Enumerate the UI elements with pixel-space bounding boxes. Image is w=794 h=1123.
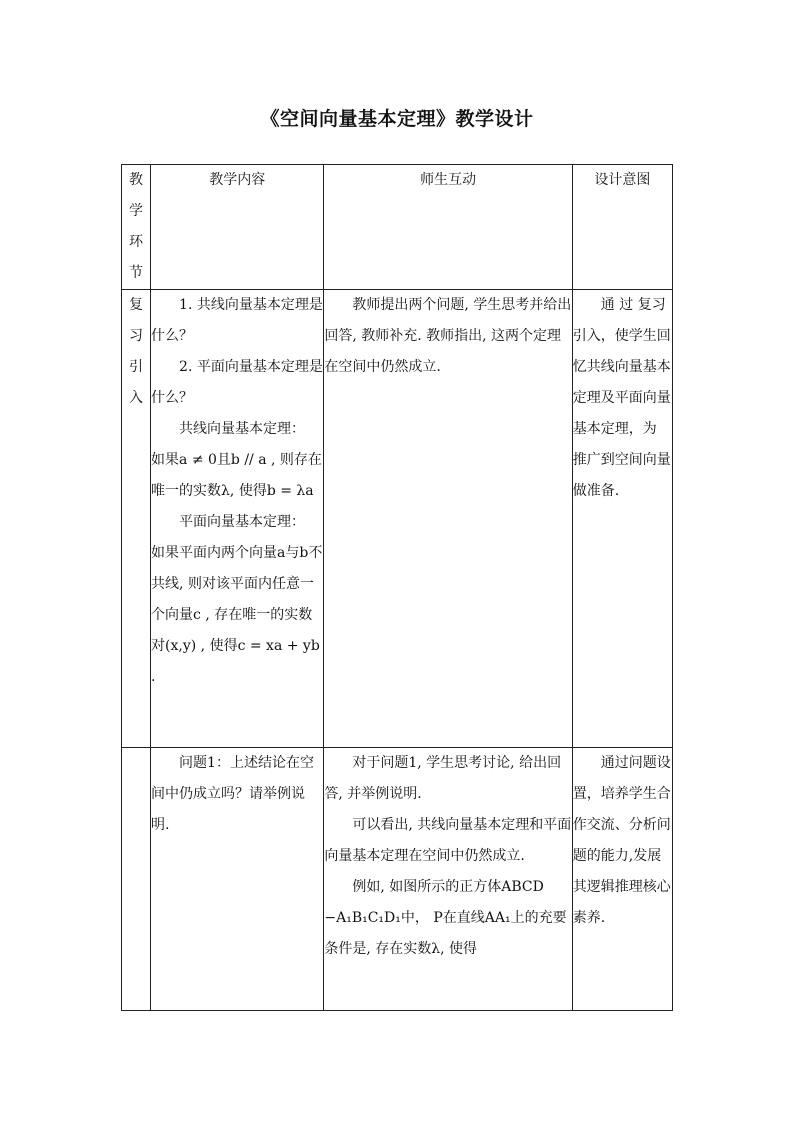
header-stage-char: 环 xyxy=(129,234,144,250)
review-stage-char: 入 xyxy=(129,390,144,406)
review-stage-char: 引 xyxy=(129,359,144,375)
review-question-1: 1. 共线向量基本定理是什么？ xyxy=(151,297,323,344)
lesson-table xyxy=(121,164,673,1011)
header-interaction: 师生互动 xyxy=(324,165,572,290)
document-title: 《空间向量基本定理》教学设计 xyxy=(260,108,534,130)
plane-theorem-body: 如果平面内两个向量a与b不共线, 则对该平面内任意一个向量c , 存在唯一的实数对(x,y) , 使得c = xa + yb . xyxy=(151,545,323,685)
problem-intent-cell xyxy=(572,748,672,1011)
collinear-theorem-body: 如果a ≠ 0且b // a , 则存在唯一的实数λ, 使得b = λa xyxy=(151,452,322,499)
header-stage-char: 学 xyxy=(129,203,144,219)
review-question-2: 2. 平面向量基本定理是什么？ xyxy=(151,359,323,406)
header-stage-char: 教 xyxy=(129,172,144,188)
problem-intent-text: 通过问题设置，培养学生合作交流、分析问题的能力,发展其逻辑推理核心素养. xyxy=(572,755,671,926)
problem-interaction-cell xyxy=(324,748,572,1011)
problem-interaction-p3: 例如, 如图所示的正方体ABCD −A₁B₁C₁D₁中， P在直线AA₁上的充要条件是, 存在实数λ, 使得 xyxy=(324,879,567,957)
header-intent: 设计意图 xyxy=(572,165,672,290)
review-content-cell xyxy=(151,290,324,748)
problem-row xyxy=(122,748,673,1011)
review-intent-text: 通 过 复习引入，使学生回忆共线向量基本定理及平面向量基本定理，为 推广到空间向量做准备. xyxy=(572,297,671,499)
review-interaction-text: 教师提出两个问题, 学生思考并给出回答, 教师补充. 教师指出, 这两个定理在空间中仍然成立. xyxy=(324,297,572,375)
plane-theorem-heading: 平面向量基本定理： xyxy=(179,514,306,530)
review-intent-cell xyxy=(572,290,672,748)
header-stage-char: 节 xyxy=(129,265,144,281)
table-header-row xyxy=(122,165,673,290)
review-row xyxy=(122,290,673,748)
review-stage-char: 复 xyxy=(129,297,144,313)
problem-content-cell xyxy=(151,748,324,1011)
header-content: 教学内容 xyxy=(151,165,324,290)
problem-interaction-p2: 可以看出, 共线向量基本定理和平面向量基本定理在空间中仍然成立. xyxy=(324,817,572,864)
review-interaction-cell xyxy=(324,290,572,748)
problem-stage-cell xyxy=(122,748,151,1011)
collinear-theorem-heading: 共线向量基本定理： xyxy=(179,421,306,437)
problem-interaction-p1: 对于问题1, 学生思考讨论, 给出回答, 并举例说明. xyxy=(324,755,562,802)
review-stage-char: 习 xyxy=(129,328,144,344)
review-stage-cell xyxy=(122,290,151,748)
problem-question: 问题1：上述结论在空间中仍成立吗？请举例说明. xyxy=(151,755,314,833)
header-stage-cell xyxy=(122,165,151,290)
